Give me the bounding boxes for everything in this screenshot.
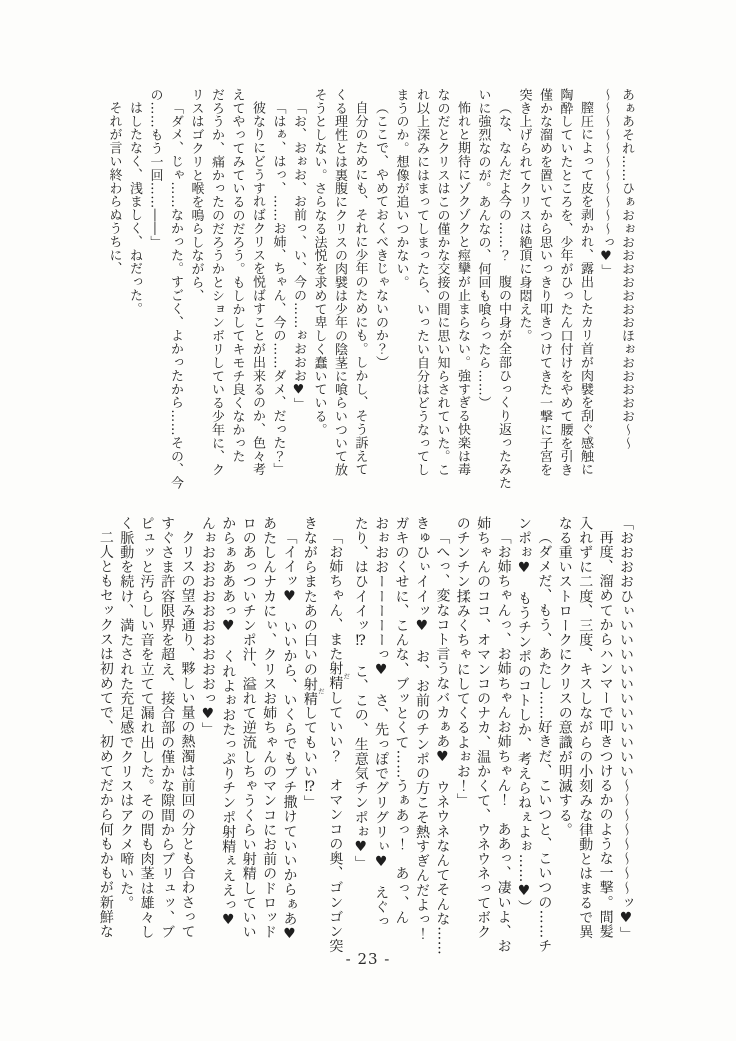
text-column: （ダメだ、もう、あたし……好きだ、こいつと、こいつの……チ: [536, 530, 553, 954]
text-column: （ここで、やめておくべきじゃないのか？）: [373, 101, 388, 369]
text-column: 再度、溜めてからハンマーで叩きつけるかのような一撃。間髪: [597, 530, 614, 939]
text-column: のチンチン揉みくちゃにしてくるよぉお！」: [454, 516, 471, 808]
text-column: 「お姉ちゃんっ、お姉ちゃんお姉ちゃん！ ああっ、凄いよ、お: [495, 530, 512, 954]
text-column: おぉおおーーーーーっ♥ さ、先っぽでグリグリぃ♥ えぐっ: [373, 516, 390, 929]
upper-text-block: [103, 88, 636, 490]
text-column: 怖れと期待にゾクゾクと痙攣が止まらない。強すぎる快楽は毒: [455, 101, 470, 477]
lower-text-block: [95, 516, 636, 962]
text-column: 膣圧によって皮を剥かれ、露出したカリ首が肉襞を刮ぐ感触に: [578, 101, 593, 477]
text-column: クリスの望み通り、夥しい量の熱濁は前回の分とも合わさって: [179, 530, 196, 939]
text-column: そうとしない。さらなる法悦を求めて卑しく蠢いている。: [311, 88, 327, 437]
text-column: 「お、おぉお、お前っ、い、今の……ぉおおお♥」: [291, 101, 306, 412]
text-column: きゅひぃイイッ♥ お、お前のチンポの方こそ熱すぎんだよっ！: [413, 516, 430, 942]
text-column: 自分のためにも、それに少年のためにも。しかし、そう訴えて: [352, 101, 368, 477]
text-column: 突き上げられてクリスは絶頂に身悶えた。: [516, 88, 532, 343]
text-column: く脈動を続け、満たされた充足感でクリスはアクメ啼いた。: [118, 516, 135, 911]
text-column: いに強烈なのが。あんなの、何回も喰らったら……）: [475, 88, 491, 410]
text-column: 二人ともセックスは初めてで、初めてだから何もかもが新鮮な: [97, 530, 114, 939]
text-column: なのだとクリスはこの僅かな交接の間に思い知らされていた。こ: [434, 88, 450, 477]
text-column: からぁあああっ♥ くれよぉおたっぷりチンポ射精ぇええっ♥: [220, 516, 237, 929]
text-column: 彼なりにどうすればクリスを悦ばすことが出来るのか、色々考: [250, 101, 265, 477]
text-column: 入れずに二度、三度、キスしながらの小刻みな律動とはまるで異: [577, 516, 594, 940]
text-column: 「おおおおひぃいいいいいいいいいいい〜〜〜〜〜〜〜〜ッ♥」: [618, 516, 634, 942]
text-column: 「へっ、変なコト言うなバカぁあ♥ ウネウネなんてそんな……: [434, 530, 451, 956]
text-column: それが言い終わらぬうちに、: [106, 101, 122, 276]
text-column: たり、はひイイッ⁉ こ、この、生意気チンポぉ♥」: [352, 516, 369, 871]
text-column: きながらまたあの白いの射精 だしてもいい⁉」: [301, 516, 325, 811]
page-number: - 23 -: [345, 950, 391, 968]
text-column: 「イイッ♥ いいから、いくらでもブチ撒けていいからぁあ♥: [281, 530, 298, 943]
text-column: くる理性とは裏腹にクリスの肉襞は少年の陰茎に喰らいついて放: [332, 88, 347, 477]
text-column: 〜〜〜〜〜〜〜〜〜〜〜っ♥」: [598, 88, 614, 278]
text-column: はしたなく、浅ましく、ねだった。: [127, 101, 142, 316]
text-column: 「ダメ、じゃ……なかった。すごく、よかったから……その、今: [168, 101, 183, 490]
text-column: なる重いストロークにクリスの意識が明滅する。: [556, 516, 573, 838]
text-column: ロのあっついチンポ汁、溢れて逆流しちゃうくらい射精していい: [240, 516, 257, 940]
text-column: リスはゴクリと喉を鳴らしながら、: [188, 88, 204, 303]
text-column: の……もう一回……――」: [147, 88, 163, 249]
ruby-annotated-word: 射精 だ: [301, 676, 325, 706]
text-column: 「はぁ、はっ、……お姉、ちゃん、今の……ダメ、だった？」: [270, 101, 286, 477]
text-column: あぁあそれ……ひぁおぉおおおおおおおほぉおおおおお〜〜: [619, 88, 634, 450]
ruby-annotated-word: 射精 だ: [327, 661, 351, 691]
text-column: あたしんナカにぃ、クリスお姉ちゃんのマンコにお前のドロッド: [261, 516, 278, 940]
text-column: ンポぉ♥ もうチンポのコトしか、考えらねぇよぉ……♥）: [515, 516, 532, 915]
text-column: ガキのくせに、こんな、ブッとくて……うぁあっ！ あっ、ん: [393, 516, 410, 925]
text-column: 姉ちゃんのココ、オマンコのナカ、温かくて、ウネウネってボク: [475, 516, 492, 940]
text-column: 「お姉ちゃん、また射精 だしていい？ オマンコの奥、ゴンゴン突: [327, 530, 351, 954]
text-column: （な、なんだよ今の……？ 腹の中身が全部ひっくり返ったみた: [496, 101, 511, 490]
text-column: まうのか。想像が追いつかない。: [393, 88, 409, 289]
text-column: ピュッと汚らしい音を立てて漏れ出した。その間も肉茎は雄々し: [138, 516, 155, 940]
text-column: れ以上深みにはまってしまったら、いったい自分はどうなってし: [414, 88, 429, 477]
text-column: だろうか、痛かったのだろうかとションボリしている少年に、ク: [209, 88, 224, 477]
text-column: 陶酔していたところを、少年がひったん口付けをやめて腰を引き: [557, 88, 573, 477]
text-column: 僅かな溜めを置いてから思いっきり叩きつけてきた一撃に子宮を: [537, 88, 552, 477]
text-column: んぉおおおおおおおおおおっ♥」: [199, 516, 216, 737]
text-column: えてやってみているのだろう。もしかしてキモチ良くなかった: [229, 88, 245, 464]
text-column: すぐさま許容限界を超え、接合部の僅かな隙間からブリュッ、ブ: [159, 516, 176, 940]
